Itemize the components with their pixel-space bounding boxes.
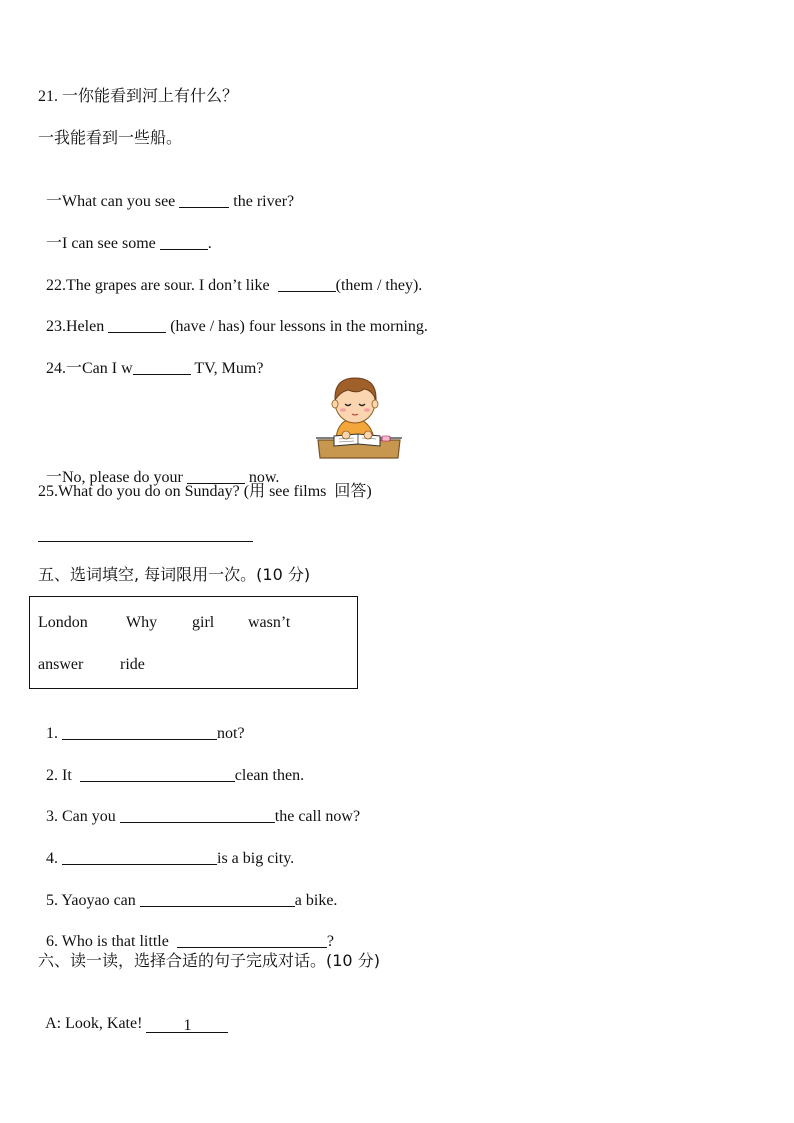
blank-number: 1 <box>183 1017 192 1034</box>
dialogue-blank[interactable] <box>146 1016 228 1033</box>
word-bank-word: ride <box>120 656 145 673</box>
item-text-before: 6. Who is that little <box>46 933 177 950</box>
section5-title: 五、选词填空, 每词限用一次。(10 分) <box>38 565 311 584</box>
word-bank-box <box>29 596 358 689</box>
q21-english-question <box>38 171 294 212</box>
item-text-before: 1. <box>46 725 62 742</box>
section5-item-2 <box>38 745 304 786</box>
q22 <box>38 255 422 296</box>
q21-chinese-question: 21. 一你能看到河上有什么？ <box>38 88 239 105</box>
section5-item-5 <box>38 870 337 911</box>
item-blank[interactable] <box>120 806 275 823</box>
q23-blank[interactable] <box>108 316 166 333</box>
q24-a-text-after: now. <box>244 469 280 486</box>
section6-title: 六、读一读，选择合适的句子完成对话。(10 分) <box>38 951 380 970</box>
item-text-after: the call now? <box>274 808 361 825</box>
item-blank[interactable] <box>80 765 235 782</box>
q21-a-text-after: . <box>207 235 212 252</box>
item-text-after: clean then. <box>234 767 305 784</box>
item-text-before: 5. Yaoyao can <box>46 892 140 909</box>
word-bank-word: Why <box>126 614 158 631</box>
item-blank[interactable] <box>177 931 327 948</box>
q22-blank[interactable] <box>278 275 336 292</box>
item-text-before: 3. Can you <box>46 808 120 825</box>
item-text-after: is a big city. <box>217 850 295 867</box>
word-bank-word: answer <box>38 656 84 673</box>
q24-q-text-after: TV, Mum? <box>190 360 264 377</box>
q21-q-text-before: 一What can you see <box>46 193 180 210</box>
q23 <box>38 296 428 337</box>
section5-item-6 <box>38 911 334 952</box>
dialogue-text-before: A: Look, Kate! <box>45 1015 147 1032</box>
item-text-after: not? <box>217 725 245 742</box>
item-blank[interactable] <box>62 848 217 865</box>
item-text-before: 4. <box>46 850 62 867</box>
item-blank[interactable] <box>62 723 217 740</box>
item-text-after: a bike. <box>294 892 338 909</box>
q24-q-blank[interactable] <box>133 358 191 375</box>
word-bank-word: wasn’t <box>248 614 291 631</box>
q23-text-before: 23.Helen <box>46 318 109 335</box>
q24-question <box>38 338 263 379</box>
q21-a-blank[interactable] <box>160 233 208 250</box>
q24-q-text-before: 24.一Can I w <box>46 360 133 377</box>
boy-writing-illustration <box>314 372 404 462</box>
section5-item-3 <box>38 786 360 827</box>
item-blank[interactable] <box>140 890 295 907</box>
q25-answer-line[interactable] <box>38 541 253 542</box>
q21-english-answer <box>38 213 212 254</box>
section6-dialogue-line <box>38 994 228 1034</box>
word-bank-word: London <box>38 614 88 631</box>
q22-text-after: (them / they). <box>335 277 423 294</box>
section5-item-1 <box>38 703 245 744</box>
q21-chinese-answer: 一我能看到一些船。 <box>38 130 183 147</box>
q25-question: 25.What do you do on Sunday? (用 see films 回答) <box>38 483 372 500</box>
q21-q-blank[interactable] <box>179 191 229 208</box>
word-bank-word: girl <box>192 614 215 631</box>
q24-a-text-before: 一No, please do your <box>46 469 187 486</box>
section5-item-4 <box>38 828 294 869</box>
q21-q-text-after: the river? <box>229 193 295 210</box>
q21-a-text-before: 一I can see some <box>46 235 160 252</box>
q22-text-before: 22.The grapes are sour. I don’t like <box>46 277 278 294</box>
item-text-after: ? <box>326 933 334 950</box>
item-text-before: 2. It <box>46 767 80 784</box>
q23-text-after: (have / has) four lessons in the morning. <box>166 318 428 335</box>
